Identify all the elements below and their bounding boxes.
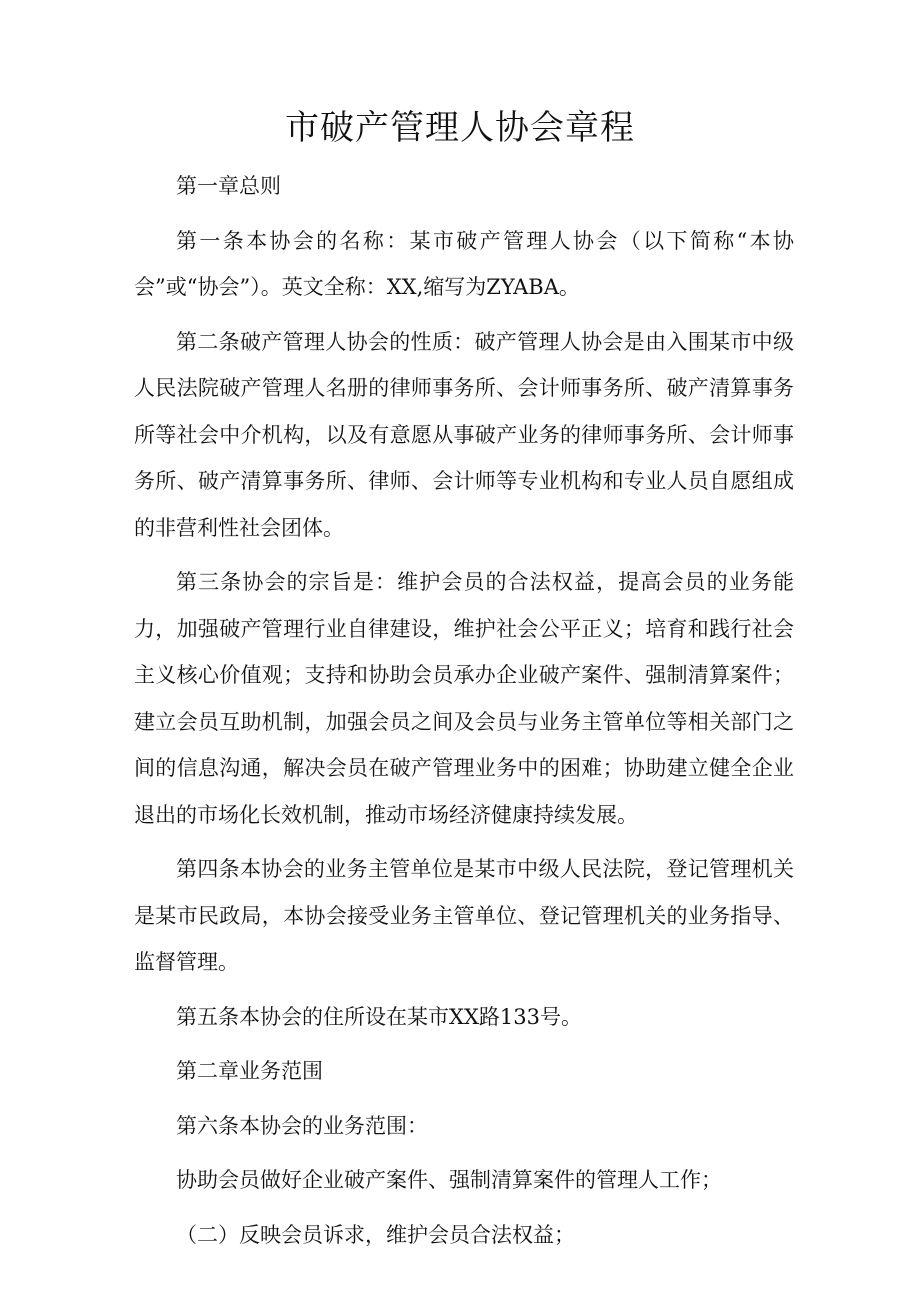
article-4-paragraph: 第四条本协会的业务主管单位是某市中级人民法院，登记管理机关是某市民政局，本协会接受业务主管单位、登记管理机关的业务指导、监督管理。 — [134, 857, 794, 974]
article-6-paragraph: 第六条本协会的业务范围： — [176, 1113, 428, 1138]
chapter-heading-general: 第一章总则 — [176, 174, 281, 198]
document-body — [134, 163, 794, 1266]
document-title: 市破产管理人协会章程 — [285, 108, 635, 148]
article-3-paragraph: 第三条协会的宗旨是：维护会员的合法权益，提高会员的业务能力，加强破产管理行业自律建设，维护社会公平正义；培育和践行社会主义核心价值观；支持和协助会员承办企业破产案件、强制清算案件；建立会员互助机制，加强会员之间及会员与业务主管单位等相关部门之间的信息沟通，解决会员在破产管理业务中的困难；协助建立健全企业退出的市场化长效机制，推动市场经济健康持续发展。 — [134, 570, 794, 827]
article-2-paragraph: 第二条破产管理人协会的性质：破产管理人协会是由入围某市中级人民法院破产管理人名册的律师事务所、会计师事务所、破产清算事务所等社会中介机构，以及有意愿从事破产业务的律师事务所、会计师事务所、破产清算事务所、律师、会计师等专业机构和专业人员自愿组成的非营利性社会团体。 — [134, 329, 794, 540]
scope-item-2: （二）反映会员诉求，维护会员合法权益； — [176, 1222, 575, 1247]
article-5-paragraph: 第五条本协会的住所设在某市XX路133号。 — [176, 1004, 582, 1029]
scope-item-1: 协助会员做好企业破产案件、强制清算案件的管理人工作； — [176, 1168, 722, 1192]
chapter-heading-business-scope: 第二章业务范围 — [176, 1059, 323, 1083]
article-1-paragraph: 第一条本协会的名称：某市破产管理人协会（以下简称“本协会”或“协会”）。英文全称：XX,缩写为ZYABA。 — [134, 228, 794, 299]
